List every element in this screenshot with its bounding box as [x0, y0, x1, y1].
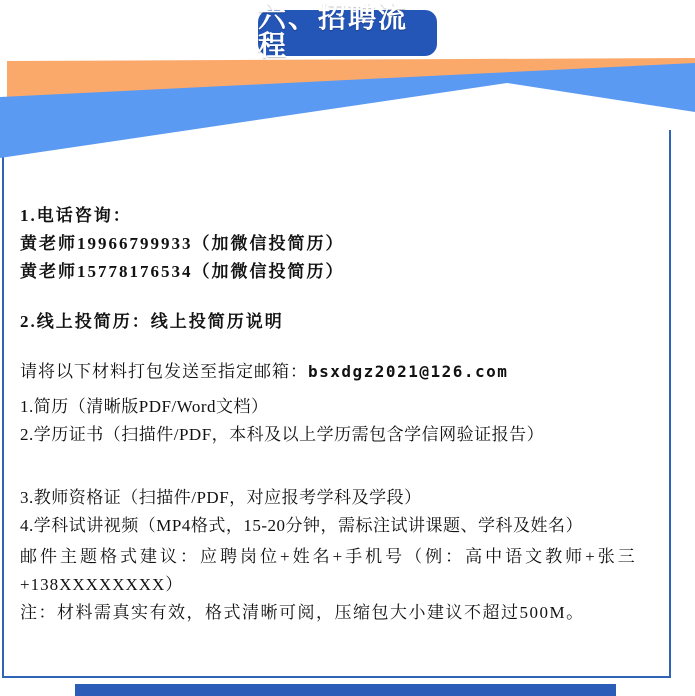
material-item-2: 2.学历证书（扫描件/PDF，本科及以上学历需包含学信网验证报告）	[20, 425, 545, 444]
phone-line-2: 黄老师15778176534（加微信投简历）	[20, 262, 345, 281]
section-title-text: 六、招聘流程	[258, 3, 409, 62]
material-item-1: 1.简历（清晰版PDF/Word文档）	[20, 397, 269, 416]
footer-banner-bar	[75, 684, 616, 696]
phone-line-1: 黄老师19966799933（加微信投简历）	[20, 234, 345, 253]
email-intro-text: 请将以下材料打包发送至指定邮箱：	[20, 362, 308, 381]
email-instruction-line	[20, 361, 668, 383]
email-address: bsxdgz2021@126.com	[308, 362, 509, 381]
section-title-badge	[258, 3, 437, 62]
material-item-4: 4.学科试讲视频（MP4格式，15-20分钟，需标注试讲课题、学科及姓名）	[20, 516, 583, 535]
subject-format-line-2: +138XXXXXXXX）	[20, 575, 184, 594]
online-heading: 2.线上投简历：线上投简历说明	[20, 312, 284, 331]
phone-heading: 1.电话咨询：	[20, 206, 132, 225]
material-item-3: 3.教师资格证（扫描件/PDF，对应报考学科及学段）	[20, 488, 422, 507]
subject-format-line-1: 邮件主题格式建议：应聘岗位+姓名+手机号（例：高中语文教师+张三	[20, 547, 638, 566]
note-line: 注：材料需真实有效，格式清晰可阅，压缩包大小建议不超过500M。	[20, 603, 585, 622]
ribbon-banner-graphic	[0, 58, 695, 168]
